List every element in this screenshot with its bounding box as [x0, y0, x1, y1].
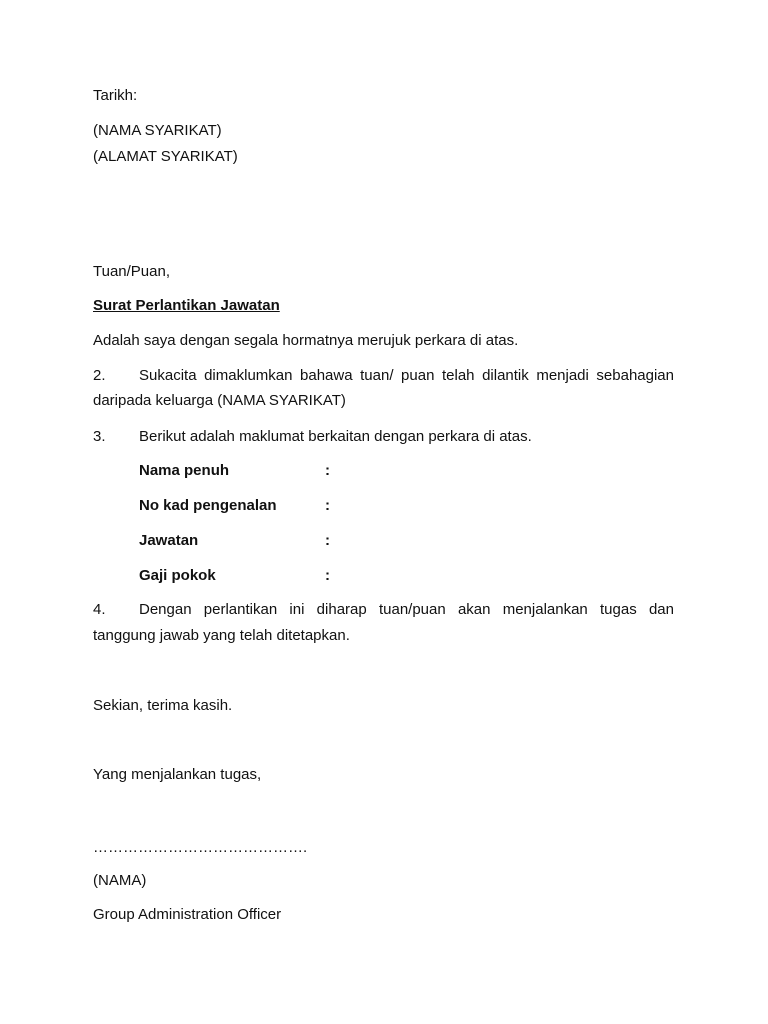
paragraph-2-line-2: daripada keluarga (NAMA SYARIKAT): [93, 392, 346, 409]
paragraph-4-line-2: tanggung jawab yang telah ditetapkan.: [93, 627, 350, 644]
paragraph-2-number: 2.: [93, 367, 106, 384]
detail-label-full-name: Nama penuh: [139, 462, 230, 479]
signoff: Yang menjalankan tugas,: [93, 766, 262, 783]
company-name: (NAMA SYARIKAT): [93, 122, 222, 139]
paragraph-3-text: Berikut adalah maklumat berkaitan dengan perkara di atas.: [139, 428, 532, 445]
detail-label-basic-salary: Gaji pokok: [139, 567, 216, 584]
paragraph-4-line-1: Dengan perlantikan ini diharap tuan/puan akan menjalankan tugas dan: [139, 601, 674, 618]
paragraph-4-number: 4.: [93, 601, 106, 618]
detail-label-position: Jawatan: [139, 532, 199, 549]
signer-name: (NAMA): [93, 872, 147, 889]
paragraph-3-number: 3.: [93, 428, 106, 445]
detail-colon: :: [325, 462, 330, 479]
signature-line: …………………………………….: [93, 839, 308, 856]
signer-title: Group Administration Officer: [93, 906, 282, 923]
paragraph-2-line-1: Sukacita dimaklumkan bahawa tuan/ puan telah dilantik menjadi sebahagian: [139, 367, 674, 384]
company-address: (ALAMAT SYARIKAT): [93, 148, 238, 165]
closing-remark: Sekian, terima kasih.: [93, 697, 233, 714]
letter-subject: Surat Perlantikan Jawatan: [93, 297, 280, 314]
detail-colon: :: [325, 532, 330, 549]
date-label: Tarikh:: [93, 87, 138, 104]
detail-colon: :: [325, 567, 330, 584]
opening-paragraph: Adalah saya dengan segala hormatnya merujuk perkara di atas.: [93, 332, 519, 349]
detail-label-ic-number: No kad pengenalan: [139, 497, 277, 514]
detail-colon: :: [325, 497, 330, 514]
salutation: Tuan/Puan,: [93, 263, 170, 280]
